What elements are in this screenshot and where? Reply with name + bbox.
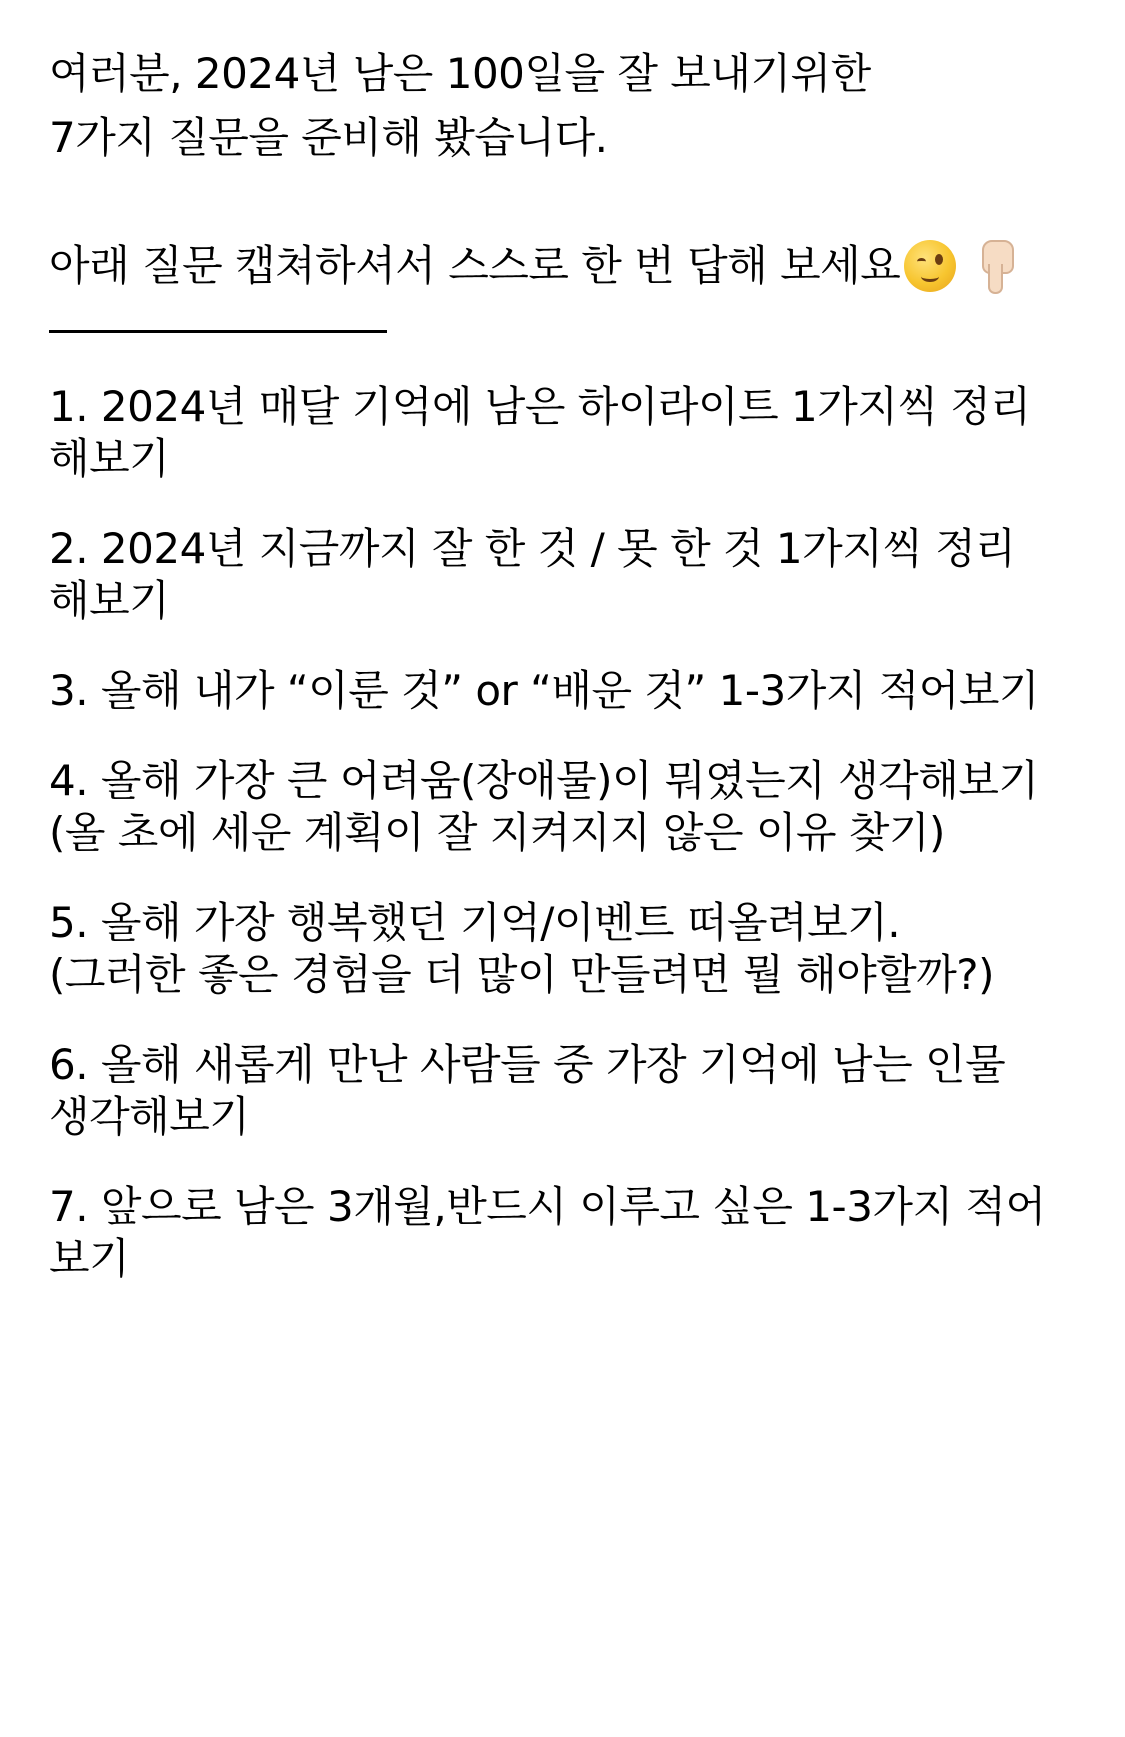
question-text: 1. 2024년 매달 기억에 남은 하이라이트 1가지씩 정리 xyxy=(49,382,1031,431)
winking-face-emoji-icon xyxy=(904,240,956,292)
questions-list xyxy=(49,381,1079,1285)
question-text: 2. 2024년 지금까지 잘 한 것 / 못 한 것 1가지씩 정리 xyxy=(49,524,1016,573)
divider-line xyxy=(49,330,387,333)
question-text: 해보기 xyxy=(49,434,170,483)
post-body xyxy=(49,42,1079,1285)
pointing-down-hand-emoji-icon xyxy=(978,238,1012,294)
question-item-6 xyxy=(49,1039,1079,1143)
question-text: 해보기 xyxy=(49,576,170,625)
question-text: 보기 xyxy=(49,1234,130,1283)
question-item-4 xyxy=(49,755,1079,859)
intro-line: 여러분, 2024년 남은 100일을 잘 보내기위한 xyxy=(49,49,871,98)
question-text: 6. 올해 새롭게 만난 사람들 중 가장 기억에 남는 인물 xyxy=(49,1040,1006,1089)
question-text: (올 초에 세운 계획이 잘 지켜지지 않은 이유 찾기) xyxy=(49,808,945,857)
question-item-7 xyxy=(49,1181,1079,1285)
paragraph-gap xyxy=(49,170,1079,234)
question-item-5 xyxy=(49,897,1079,1001)
question-item-2 xyxy=(49,523,1079,627)
question-text: 생각해보기 xyxy=(49,1092,250,1141)
question-text: 7. 앞으로 남은 3개월,반드시 이루고 싶은 1-3가지 적어 xyxy=(49,1182,1046,1231)
question-text: 4. 올해 가장 큰 어려움(장애물)이 뭐였는지 생각해보기 xyxy=(49,756,1039,805)
prompt-line xyxy=(49,234,1079,298)
question-text: 5. 올해 가장 행복했던 기억/이벤트 떠올려보기. xyxy=(49,898,901,947)
prompt-text: 아래 질문 캡쳐하셔서 스스로 한 번 답해 보세요 xyxy=(49,241,901,290)
question-item-3 xyxy=(49,665,1079,717)
intro-line: 7가지 질문을 준비해 봤습니다. xyxy=(49,113,608,162)
question-text: 3. 올해 내가 “이룬 것” or “배운 것” 1-3가지 적어보기 xyxy=(49,666,1039,715)
question-text: (그러한 좋은 경험을 더 많이 만들려면 뭘 해야할까?) xyxy=(49,950,994,999)
question-item-1 xyxy=(49,381,1079,485)
